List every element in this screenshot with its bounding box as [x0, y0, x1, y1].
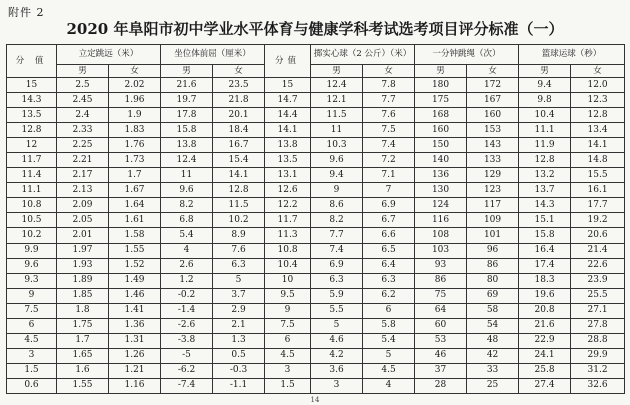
value-cell: 6.3 [311, 273, 363, 288]
value-cell: 4.5 [363, 363, 415, 378]
header-female: 女 [571, 65, 625, 78]
value-cell: 180 [415, 78, 467, 93]
page-number: 14 [310, 396, 320, 404]
value-cell: 93 [415, 258, 467, 273]
score-cell: 12.8 [7, 123, 57, 138]
value-cell: 22.6 [571, 258, 625, 273]
header-score-2: 分值 [265, 45, 311, 78]
score-cell: 15 [265, 78, 311, 93]
table-row [7, 153, 625, 168]
value-cell: 21.8 [213, 93, 265, 108]
value-cell: 54 [467, 318, 519, 333]
table-row [7, 333, 625, 348]
score-cell: 9 [265, 303, 311, 318]
header-sit-reach: 坐位体前屈（厘米） [161, 45, 265, 65]
value-cell: 17.4 [519, 258, 571, 273]
value-cell: 1.26 [109, 348, 161, 363]
value-cell: 13.4 [571, 123, 625, 138]
value-cell: 13.8 [161, 138, 213, 153]
value-cell: 64 [415, 303, 467, 318]
value-cell: 1.46 [109, 288, 161, 303]
value-cell: 21.6 [161, 78, 213, 93]
value-cell: 23.9 [571, 273, 625, 288]
value-cell: 2.33 [57, 123, 109, 138]
value-cell: 21.4 [571, 243, 625, 258]
value-cell: 4 [363, 378, 415, 393]
value-cell: 11.1 [519, 123, 571, 138]
table-row [7, 228, 625, 243]
value-cell: 5 [311, 318, 363, 333]
value-cell: 1.7 [109, 168, 161, 183]
value-cell: 16.4 [519, 243, 571, 258]
value-cell: 7.6 [363, 108, 415, 123]
value-cell: 9 [311, 183, 363, 198]
value-cell: 18.4 [213, 123, 265, 138]
value-cell: 27.8 [571, 318, 625, 333]
score-cell: 11.3 [265, 228, 311, 243]
score-cell: 14.3 [7, 93, 57, 108]
value-cell: 123 [467, 183, 519, 198]
score-cell: 10 [265, 273, 311, 288]
value-cell: 11 [311, 123, 363, 138]
value-cell: 1.41 [109, 303, 161, 318]
value-cell: 136 [415, 168, 467, 183]
value-cell: 12.3 [571, 93, 625, 108]
value-cell: 6.8 [161, 213, 213, 228]
value-cell: 5 [363, 348, 415, 363]
value-cell: 1.55 [57, 378, 109, 393]
score-cell: 10.2 [7, 228, 57, 243]
value-cell: -5 [161, 348, 213, 363]
value-cell: 2.21 [57, 153, 109, 168]
value-cell: 17.8 [161, 108, 213, 123]
value-cell: 1.9 [109, 108, 161, 123]
value-cell: 1.97 [57, 243, 109, 258]
value-cell: 7.4 [311, 243, 363, 258]
value-cell: 2.6 [161, 258, 213, 273]
value-cell: 7.4 [363, 138, 415, 153]
value-cell: 2.01 [57, 228, 109, 243]
value-cell: 108 [415, 228, 467, 243]
value-cell: -0.3 [213, 363, 265, 378]
value-cell: 4 [161, 243, 213, 258]
value-cell: 75 [415, 288, 467, 303]
score-cell: 10.5 [7, 213, 57, 228]
score-cell: 12.6 [265, 183, 311, 198]
header-male: 男 [311, 65, 363, 78]
value-cell: 167 [467, 93, 519, 108]
value-cell: 1.96 [109, 93, 161, 108]
value-cell: 46 [415, 348, 467, 363]
value-cell: 14.8 [571, 153, 625, 168]
score-cell: 4.5 [265, 348, 311, 363]
score-cell: 3 [7, 348, 57, 363]
score-cell: 14.1 [265, 123, 311, 138]
value-cell: 7.8 [363, 78, 415, 93]
header-male: 男 [415, 65, 467, 78]
value-cell: 5.9 [311, 288, 363, 303]
value-cell: 12.8 [519, 153, 571, 168]
score-cell: 11.4 [7, 168, 57, 183]
value-cell: 19.2 [571, 213, 625, 228]
value-cell: 42 [467, 348, 519, 363]
table-row [7, 168, 625, 183]
value-cell: 86 [467, 258, 519, 273]
value-cell: 27.1 [571, 303, 625, 318]
table-row [7, 303, 625, 318]
value-cell: 3.7 [213, 288, 265, 303]
value-cell: 28 [415, 378, 467, 393]
value-cell: 10.2 [213, 213, 265, 228]
value-cell: 12.0 [571, 78, 625, 93]
value-cell: 7.1 [363, 168, 415, 183]
value-cell: 1.31 [109, 333, 161, 348]
value-cell: 28.8 [571, 333, 625, 348]
score-cell: 13.8 [265, 138, 311, 153]
value-cell: 2.05 [57, 213, 109, 228]
score-cell: 13.1 [265, 168, 311, 183]
value-cell: 12.8 [571, 108, 625, 123]
value-cell: 124 [415, 198, 467, 213]
score-cell: 10.4 [265, 258, 311, 273]
page-title: 2020 年阜阳市初中学业水平体育与健康学科考试选考项目评分标准（一） [66, 20, 564, 38]
value-cell: 1.21 [109, 363, 161, 378]
table-row [7, 378, 625, 393]
table-row [7, 183, 625, 198]
value-cell: 109 [467, 213, 519, 228]
value-cell: 14.1 [571, 138, 625, 153]
value-cell: 16.1 [571, 183, 625, 198]
value-cell: 12.4 [161, 153, 213, 168]
value-cell: 37 [415, 363, 467, 378]
value-cell: -7.4 [161, 378, 213, 393]
value-cell: 20.8 [519, 303, 571, 318]
header-female: 女 [109, 65, 161, 78]
value-cell: 8.2 [311, 213, 363, 228]
value-cell: 0.5 [213, 348, 265, 363]
value-cell: 3.6 [311, 363, 363, 378]
value-cell: 5.4 [161, 228, 213, 243]
value-cell: 27.4 [519, 378, 571, 393]
value-cell: -3.8 [161, 333, 213, 348]
value-cell: 7 [363, 183, 415, 198]
value-cell: 153 [467, 123, 519, 138]
table-row [7, 318, 625, 333]
value-cell: 6.3 [363, 273, 415, 288]
header-score: 分 值 [7, 45, 57, 78]
value-cell: 6.6 [363, 228, 415, 243]
value-cell: 2.02 [109, 78, 161, 93]
value-cell: 15.1 [519, 213, 571, 228]
value-cell: 1.16 [109, 378, 161, 393]
value-cell: 5 [213, 273, 265, 288]
value-cell: 6.7 [363, 213, 415, 228]
score-cell: 6 [265, 333, 311, 348]
value-cell: 20.1 [213, 108, 265, 123]
value-cell: 101 [467, 228, 519, 243]
value-cell: 1.36 [109, 318, 161, 333]
value-cell: 5.8 [363, 318, 415, 333]
value-cell: 86 [415, 273, 467, 288]
score-cell: 10.8 [265, 243, 311, 258]
value-cell: 19.6 [519, 288, 571, 303]
table-row [7, 258, 625, 273]
value-cell: 15.8 [519, 228, 571, 243]
value-cell: 13.7 [519, 183, 571, 198]
value-cell: 9.4 [311, 168, 363, 183]
value-cell: 6.3 [213, 258, 265, 273]
header-female: 女 [467, 65, 519, 78]
value-cell: 96 [467, 243, 519, 258]
header-female: 女 [363, 65, 415, 78]
value-cell: 31.2 [571, 363, 625, 378]
score-cell: 14.7 [265, 93, 311, 108]
score-cell: 0.6 [7, 378, 57, 393]
score-cell: 12 [7, 138, 57, 153]
value-cell: 1.65 [57, 348, 109, 363]
score-cell: 9.6 [7, 258, 57, 273]
value-cell: 16.7 [213, 138, 265, 153]
value-cell: 1.49 [109, 273, 161, 288]
value-cell: 6 [363, 303, 415, 318]
table-row [7, 78, 625, 93]
value-cell: 1.2 [161, 273, 213, 288]
value-cell: 5.4 [363, 333, 415, 348]
value-cell: 10.4 [519, 108, 571, 123]
header-rope: 一分钟跳绳（次） [415, 45, 519, 65]
value-cell: 22.9 [519, 333, 571, 348]
table-body [7, 78, 625, 394]
value-cell: 130 [415, 183, 467, 198]
score-cell: 13.5 [7, 108, 57, 123]
value-cell: 6.9 [311, 258, 363, 273]
table-row [7, 93, 625, 108]
value-cell: 9.6 [161, 183, 213, 198]
value-cell: 10.3 [311, 138, 363, 153]
value-cell: 143 [467, 138, 519, 153]
header-male: 男 [57, 65, 109, 78]
value-cell: 21.6 [519, 318, 571, 333]
value-cell: 6.4 [363, 258, 415, 273]
value-cell: 1.7 [57, 333, 109, 348]
value-cell: 160 [467, 108, 519, 123]
score-cell: 1.5 [265, 378, 311, 393]
score-cell: 4.5 [7, 333, 57, 348]
value-cell: 32.6 [571, 378, 625, 393]
value-cell: 8.6 [311, 198, 363, 213]
value-cell: 175 [415, 93, 467, 108]
value-cell: 2.1 [213, 318, 265, 333]
value-cell: 168 [415, 108, 467, 123]
table-row [7, 198, 625, 213]
value-cell: 117 [467, 198, 519, 213]
value-cell: 7.7 [363, 93, 415, 108]
score-cell: 14.4 [265, 108, 311, 123]
score-cell: 12.2 [265, 198, 311, 213]
value-cell: 2.25 [57, 138, 109, 153]
value-cell: 1.52 [109, 258, 161, 273]
value-cell: 2.09 [57, 198, 109, 213]
value-cell: 172 [467, 78, 519, 93]
value-cell: 2.9 [213, 303, 265, 318]
value-cell: 4.6 [311, 333, 363, 348]
value-cell: 2.17 [57, 168, 109, 183]
value-cell: 1.85 [57, 288, 109, 303]
table-row [7, 123, 625, 138]
value-cell: 140 [415, 153, 467, 168]
score-cell: 15 [7, 78, 57, 93]
value-cell: 7.5 [363, 123, 415, 138]
value-cell: 1.3 [213, 333, 265, 348]
value-cell: 12.8 [213, 183, 265, 198]
score-cell: 7.5 [7, 303, 57, 318]
attachment-label: 附件 2 [8, 6, 45, 19]
value-cell: 1.76 [109, 138, 161, 153]
value-cell: 11.5 [213, 198, 265, 213]
value-cell: 129 [467, 168, 519, 183]
value-cell: -0.2 [161, 288, 213, 303]
table-row [7, 363, 625, 378]
table-row [7, 108, 625, 123]
value-cell: 60 [415, 318, 467, 333]
score-cell: 11.7 [7, 153, 57, 168]
value-cell: 1.58 [109, 228, 161, 243]
value-cell: 1.64 [109, 198, 161, 213]
value-cell: 19.7 [161, 93, 213, 108]
value-cell: 18.3 [519, 273, 571, 288]
value-cell: 15.8 [161, 123, 213, 138]
value-cell: 9.4 [519, 78, 571, 93]
value-cell: 7.6 [213, 243, 265, 258]
value-cell: 14.3 [519, 198, 571, 213]
table-row [7, 348, 625, 363]
header-long-jump: 立定跳远（米） [57, 45, 161, 65]
table-row [7, 288, 625, 303]
value-cell: 103 [415, 243, 467, 258]
score-cell: 3 [265, 363, 311, 378]
value-cell: 4.2 [311, 348, 363, 363]
value-cell: 53 [415, 333, 467, 348]
header-male: 男 [519, 65, 571, 78]
score-cell: 11.7 [265, 213, 311, 228]
table-row [7, 138, 625, 153]
score-cell: 9.9 [7, 243, 57, 258]
value-cell: 25 [467, 378, 519, 393]
value-cell: 15.5 [571, 168, 625, 183]
value-cell: 11.9 [519, 138, 571, 153]
value-cell: 1.83 [109, 123, 161, 138]
value-cell: 2.4 [57, 108, 109, 123]
value-cell: 9.6 [311, 153, 363, 168]
value-cell: 8.9 [213, 228, 265, 243]
value-cell: 69 [467, 288, 519, 303]
value-cell: 5.5 [311, 303, 363, 318]
value-cell: 20.6 [571, 228, 625, 243]
value-cell: 150 [415, 138, 467, 153]
score-cell: 10.8 [7, 198, 57, 213]
value-cell: 14.1 [213, 168, 265, 183]
value-cell: 23.5 [213, 78, 265, 93]
value-cell: 17.7 [571, 198, 625, 213]
score-cell: 6 [7, 318, 57, 333]
value-cell: 133 [467, 153, 519, 168]
value-cell: 11 [161, 168, 213, 183]
value-cell: 160 [415, 123, 467, 138]
value-cell: 8.2 [161, 198, 213, 213]
score-cell: 9.5 [265, 288, 311, 303]
value-cell: 2.13 [57, 183, 109, 198]
value-cell: 6.5 [363, 243, 415, 258]
value-cell: 1.8 [57, 303, 109, 318]
table-row [7, 273, 625, 288]
value-cell: 1.93 [57, 258, 109, 273]
value-cell: 6.9 [363, 198, 415, 213]
value-cell: 12.1 [311, 93, 363, 108]
value-cell: 1.73 [109, 153, 161, 168]
scoring-table [6, 44, 625, 394]
score-cell: 9 [7, 288, 57, 303]
value-cell: 2.45 [57, 93, 109, 108]
value-cell: 25.5 [571, 288, 625, 303]
score-cell: 7.5 [265, 318, 311, 333]
value-cell: 1.6 [57, 363, 109, 378]
value-cell: 11.5 [311, 108, 363, 123]
table-row [7, 243, 625, 258]
value-cell: 1.61 [109, 213, 161, 228]
header-female: 女 [213, 65, 265, 78]
value-cell: 1.67 [109, 183, 161, 198]
value-cell: 116 [415, 213, 467, 228]
value-cell: 7.7 [311, 228, 363, 243]
value-cell: 58 [467, 303, 519, 318]
value-cell: 13.2 [519, 168, 571, 183]
table-row [7, 213, 625, 228]
value-cell: 1.75 [57, 318, 109, 333]
score-cell: 13.5 [265, 153, 311, 168]
header-basketball: 篮球运球（秒） [519, 45, 625, 65]
value-cell: 6.2 [363, 288, 415, 303]
score-cell: 9.3 [7, 273, 57, 288]
value-cell: -2.6 [161, 318, 213, 333]
value-cell: 48 [467, 333, 519, 348]
score-cell: 11.1 [7, 183, 57, 198]
value-cell: 24.1 [519, 348, 571, 363]
value-cell: 15.4 [213, 153, 265, 168]
value-cell: 33 [467, 363, 519, 378]
value-cell: 9.8 [519, 93, 571, 108]
value-cell: 2.5 [57, 78, 109, 93]
header-shot-put: 掷实心球（2 公斤）（米） [311, 45, 415, 65]
value-cell: -1.4 [161, 303, 213, 318]
value-cell: 25.8 [519, 363, 571, 378]
header-male: 男 [161, 65, 213, 78]
value-cell: -6.2 [161, 363, 213, 378]
value-cell: -1.1 [213, 378, 265, 393]
value-cell: 7.2 [363, 153, 415, 168]
value-cell: 1.89 [57, 273, 109, 288]
value-cell: 3 [311, 378, 363, 393]
value-cell: 12.4 [311, 78, 363, 93]
value-cell: 1.55 [109, 243, 161, 258]
value-cell: 80 [467, 273, 519, 288]
value-cell: 29.9 [571, 348, 625, 363]
score-cell: 1.5 [7, 363, 57, 378]
